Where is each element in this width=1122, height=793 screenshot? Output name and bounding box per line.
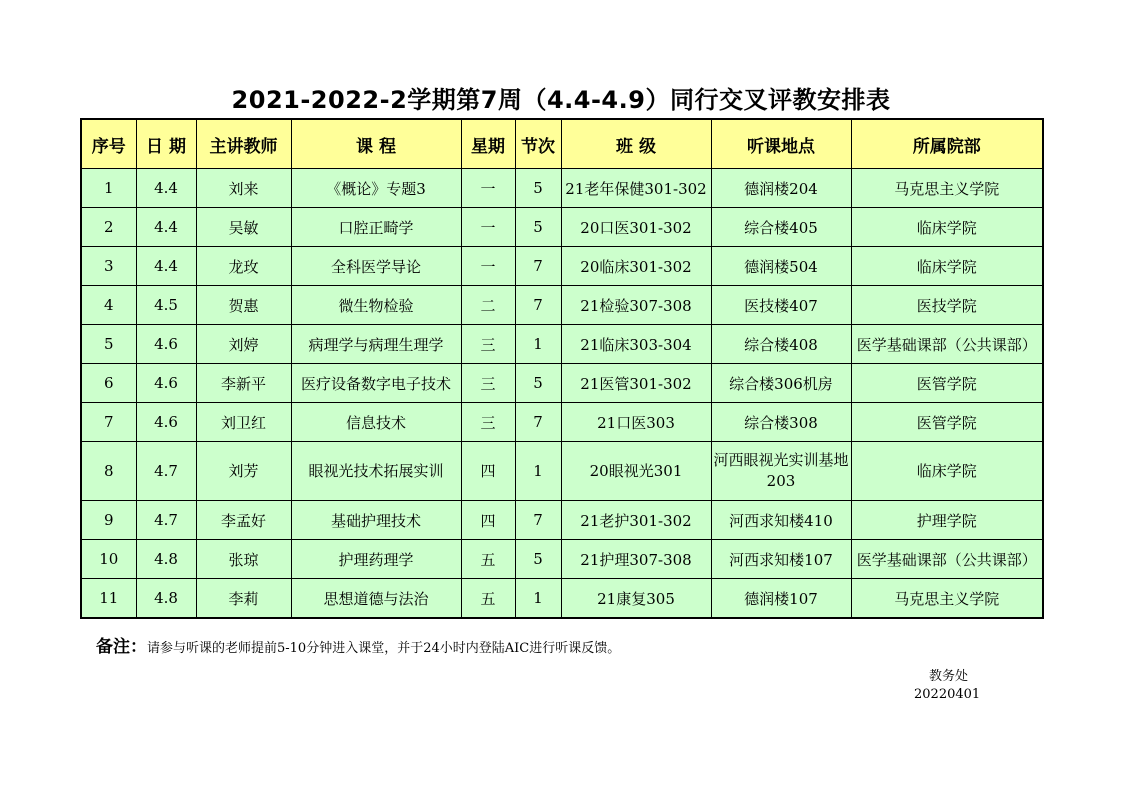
cell-class: 21康复305 — [561, 579, 711, 619]
table-row — [81, 169, 1043, 208]
cell-date: 4.8 — [136, 540, 196, 579]
cell-dept: 马克思主义学院 — [851, 579, 1043, 619]
cell-date: 4.6 — [136, 325, 196, 364]
cell-class: 21老年保健301-302 — [561, 169, 711, 208]
cell-course: 眼视光技术拓展实训 — [291, 442, 461, 501]
table-row — [81, 442, 1043, 501]
cell-dept: 医技学院 — [851, 286, 1043, 325]
table-row — [81, 579, 1043, 619]
cell-location: 综合楼306机房 — [711, 364, 851, 403]
header-period: 节次 — [515, 119, 561, 169]
cell-no: 7 — [81, 403, 136, 442]
cell-course: 口腔正畸学 — [291, 208, 461, 247]
cell-location: 综合楼408 — [711, 325, 851, 364]
cell-teacher: 刘卫红 — [196, 403, 291, 442]
cell-class: 21临床303-304 — [561, 325, 711, 364]
cell-dept: 医管学院 — [851, 403, 1043, 442]
cell-teacher: 刘来 — [196, 169, 291, 208]
cell-no: 4 — [81, 286, 136, 325]
cell-dept: 临床学院 — [851, 247, 1043, 286]
cell-dept: 护理学院 — [851, 501, 1043, 540]
note-text: 请参与听课的老师提前5-10分钟进入课堂，并于24小时内登陆AIC进行听课反馈。 — [147, 641, 621, 656]
cell-no: 8 — [81, 442, 136, 501]
table-row — [81, 540, 1043, 579]
cell-date: 4.7 — [136, 501, 196, 540]
header-no: 序号 — [81, 119, 136, 169]
cell-date: 4.4 — [136, 247, 196, 286]
cell-teacher: 张琼 — [196, 540, 291, 579]
table-row — [81, 325, 1043, 364]
cell-date: 4.5 — [136, 286, 196, 325]
cell-class: 20眼视光301 — [561, 442, 711, 501]
cell-no: 10 — [81, 540, 136, 579]
cell-date: 4.8 — [136, 579, 196, 619]
table-row — [81, 403, 1043, 442]
header-course: 课 程 — [291, 119, 461, 169]
cell-course: 医疗设备数字电子技术 — [291, 364, 461, 403]
cell-course: 护理药理学 — [291, 540, 461, 579]
cell-weekday: 五 — [461, 540, 515, 579]
cell-teacher: 吴敏 — [196, 208, 291, 247]
cell-class: 20口医301-302 — [561, 208, 711, 247]
cell-teacher: 龙玫 — [196, 247, 291, 286]
issue-date: 20220401 — [914, 687, 981, 702]
cell-period: 7 — [515, 403, 561, 442]
schedule-table — [80, 118, 1044, 619]
cell-location: 综合楼405 — [711, 208, 851, 247]
cell-class: 21护理307-308 — [561, 540, 711, 579]
cell-class: 21口医303 — [561, 403, 711, 442]
table-row — [81, 286, 1043, 325]
cell-location: 河西眼视光实训基地203 — [711, 442, 851, 501]
cell-weekday: 一 — [461, 247, 515, 286]
cell-weekday: 二 — [461, 286, 515, 325]
cell-course: 微生物检验 — [291, 286, 461, 325]
cell-course: 病理学与病理生理学 — [291, 325, 461, 364]
cell-class: 21老护301-302 — [561, 501, 711, 540]
header-class: 班 级 — [561, 119, 711, 169]
cell-no: 5 — [81, 325, 136, 364]
cell-weekday: 三 — [461, 403, 515, 442]
cell-date: 4.4 — [136, 208, 196, 247]
cell-course: 《概论》专题3 — [291, 169, 461, 208]
cell-location: 河西求知楼107 — [711, 540, 851, 579]
cell-date: 4.4 — [136, 169, 196, 208]
cell-course: 全科医学导论 — [291, 247, 461, 286]
page-title: 2021-2022-2学期第7周（4.4-4.9）同行交叉评教安排表 — [231, 86, 891, 114]
cell-period: 7 — [515, 247, 561, 286]
cell-location: 德润楼107 — [711, 579, 851, 619]
cell-no: 3 — [81, 247, 136, 286]
cell-no: 1 — [81, 169, 136, 208]
cell-period: 7 — [515, 286, 561, 325]
cell-course: 思想道德与法治 — [291, 579, 461, 619]
header-teacher: 主讲教师 — [196, 119, 291, 169]
table-row — [81, 247, 1043, 286]
cell-period: 5 — [515, 540, 561, 579]
cell-teacher: 李莉 — [196, 579, 291, 619]
cell-no: 6 — [81, 364, 136, 403]
cell-dept: 临床学院 — [851, 208, 1043, 247]
cell-period: 5 — [515, 169, 561, 208]
cell-dept: 马克思主义学院 — [851, 169, 1043, 208]
cell-weekday: 三 — [461, 364, 515, 403]
cell-no: 2 — [81, 208, 136, 247]
cell-weekday: 一 — [461, 169, 515, 208]
cell-weekday: 一 — [461, 208, 515, 247]
cell-period: 1 — [515, 442, 561, 501]
cell-teacher: 李新平 — [196, 364, 291, 403]
header-weekday: 星期 — [461, 119, 515, 169]
cell-class: 20临床301-302 — [561, 247, 711, 286]
cell-period: 1 — [515, 579, 561, 619]
header-date: 日 期 — [136, 119, 196, 169]
table-row — [81, 501, 1043, 540]
cell-dept: 医学基础课部（公共课部） — [851, 540, 1043, 579]
table-row — [81, 364, 1043, 403]
cell-course: 基础护理技术 — [291, 501, 461, 540]
cell-period: 1 — [515, 325, 561, 364]
cell-course: 信息技术 — [291, 403, 461, 442]
cell-teacher: 李孟好 — [196, 501, 291, 540]
cell-dept: 医管学院 — [851, 364, 1043, 403]
header-location: 听课地点 — [711, 119, 851, 169]
cell-weekday: 四 — [461, 501, 515, 540]
cell-location: 德润楼204 — [711, 169, 851, 208]
cell-weekday: 三 — [461, 325, 515, 364]
cell-date: 4.6 — [136, 403, 196, 442]
table-row — [81, 208, 1043, 247]
cell-location: 医技楼407 — [711, 286, 851, 325]
cell-teacher: 贺惠 — [196, 286, 291, 325]
cell-date: 4.7 — [136, 442, 196, 501]
cell-location: 综合楼308 — [711, 403, 851, 442]
cell-period: 5 — [515, 208, 561, 247]
cell-teacher: 刘婷 — [196, 325, 291, 364]
table-header-row — [81, 119, 1043, 169]
cell-period: 5 — [515, 364, 561, 403]
cell-dept: 临床学院 — [851, 442, 1043, 501]
cell-location: 德润楼504 — [711, 247, 851, 286]
cell-weekday: 四 — [461, 442, 515, 501]
note — [96, 632, 620, 657]
cell-dept: 医学基础课部（公共课部） — [851, 325, 1043, 364]
issuer: 教务处 — [929, 669, 969, 684]
cell-teacher: 刘芳 — [196, 442, 291, 501]
cell-date: 4.6 — [136, 364, 196, 403]
cell-location: 河西求知楼410 — [711, 501, 851, 540]
header-dept: 所属院部 — [851, 119, 1043, 169]
cell-no: 11 — [81, 579, 136, 619]
cell-no: 9 — [81, 501, 136, 540]
cell-weekday: 五 — [461, 579, 515, 619]
note-label: 备注： — [96, 637, 147, 657]
cell-class: 21医管301-302 — [561, 364, 711, 403]
cell-period: 7 — [515, 501, 561, 540]
cell-class: 21检验307-308 — [561, 286, 711, 325]
